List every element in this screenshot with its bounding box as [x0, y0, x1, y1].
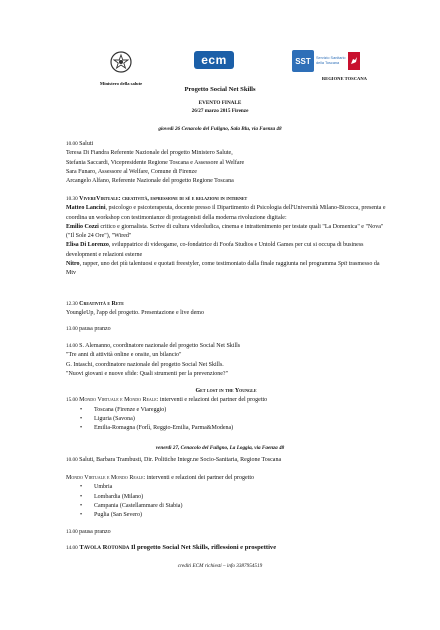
session-title-rest: : interventi e relazioni dei partner del progetto: [156, 397, 268, 404]
speaker-bio: critico e giornalista. Scrive di cultura videoludica, cinema e intrattenimento per testate quali "La Domenica" e "Nova" ("Il Sole 24 Ore"), "Wired": [66, 223, 384, 240]
session-coordinatori: [66, 342, 386, 379]
session-title-rest: Il progetto Social Net Skills, riflessioni e prospettive: [129, 544, 277, 551]
session-time: 10.00: [66, 141, 78, 147]
sst-logo-text: Servizio Sanitario della Toscana: [316, 56, 346, 65]
session-title-sc: Mondo Virtuale e Mondo Reale: [66, 475, 144, 481]
session-title: Saluti, Barbara Trambusti, Dir. Politiche Integr.ne Socio-Sanitaria, Regione Toscana: [79, 457, 282, 463]
session-youngle: [66, 387, 386, 433]
speaker-line: Sara Funaro, Assessore al Welfare, Comune di Firenze: [66, 168, 197, 175]
session-partner-2: [66, 474, 386, 520]
list-item: • Puglia (San Severo): [94, 511, 386, 520]
footer-credits: crediti ECM richiesti – info 3387954519: [177, 563, 263, 569]
list-item: • Lombardia (Milano): [94, 493, 386, 502]
session-time: 15.00: [66, 397, 78, 404]
partner-list: [66, 483, 386, 520]
partner-list: [66, 406, 386, 434]
session-time: 10.30: [66, 196, 78, 202]
venue-day1: giovedì 26 Cenacolo del Fuligno, Sala Blu, via Faenza 48: [158, 126, 282, 132]
ecm-logo-text: ecm: [194, 51, 234, 69]
ministry-caption: Ministero della salute: [99, 81, 143, 86]
venue-day2: venerdì 27, Cenacolo del Fuligno, La Loggia, via Faenza 48: [155, 445, 285, 451]
speaker-line: Teresa Di Fiandra Referente Nazionale del progetto Ministero Salute,: [66, 150, 233, 157]
speaker-name: Elisa Di Lorenzo: [66, 242, 109, 249]
session-saluti: [66, 140, 386, 186]
regione-toscana-logo: [292, 50, 367, 81]
session-line: "Nuovi giovani e nuove sfide: Quali strumenti per la prevenzione?": [66, 370, 229, 377]
ecm-logo: [194, 51, 234, 69]
session-title-sc: Mondo Virtuale e Mondo Reale: [79, 397, 157, 404]
session-time: 12.30: [66, 301, 78, 307]
speaker-bio-end: trasmesso da Mtv: [66, 261, 380, 277]
session-time: 10.00: [66, 457, 78, 463]
session-time: 14.00: [66, 343, 78, 349]
session-title: Creatività e Rete: [79, 301, 124, 307]
session-title: pausa pranzo: [79, 326, 111, 332]
speaker-name: Nitro: [66, 261, 80, 268]
speaker-bio: , sviluppatrice di videogame, co-fondatrice di Foofa Studios e Untold Games per cui si occupa di business development e relazioni esterne: [66, 242, 364, 258]
italian-emblem-icon: [109, 50, 133, 74]
session-tavola-rotonda: [66, 543, 386, 553]
speaker-line: Arcangelo Alfano, Referente Nazionale del progetto Regione Toscana: [66, 178, 234, 185]
session-time: 13.00: [66, 529, 78, 535]
speaker-line: Stefania Saccardi, Vicepresidente Regione Toscana e Assessore al Welfare: [66, 159, 245, 166]
list-item: • Toscana (Firenze e Viareggio): [94, 406, 386, 415]
event-label: EVENTO FINALE: [198, 100, 242, 106]
regione-caption: REGIONE TOSCANA: [321, 76, 367, 81]
session-line: YoungleUp, l'app del progetto. Presentazione e live demo: [66, 310, 204, 317]
session-pausa-1: [66, 325, 386, 334]
session-time: 13.00: [66, 326, 78, 332]
session-line: "Tre anni di attività online e onsite, un bilancio": [66, 352, 182, 359]
list-item: • Liguria (Savona): [94, 415, 386, 424]
session-line: S. Alemanno, coordinatore nazionale del progetto Social Net Skills: [79, 343, 241, 349]
speaker-bio: , rapper, uno dei più talentuosi e quotati freestyler, come testimoniato dalla finale raggiunta nel programma: [79, 261, 338, 268]
list-item: • Umbria: [94, 483, 386, 492]
ministry-logo: [91, 50, 151, 86]
speaker-name: Emilio Cozzi: [66, 223, 99, 230]
list-item: • Emilia-Romagna (Forlì, Reggio-Emilia, Parma&Modena): [94, 424, 386, 433]
speaker-name: Matteo Lancini: [66, 205, 106, 212]
session-creativita: [66, 300, 386, 319]
session-title-rest: : interventi e relazioni dei partner del progetto: [143, 475, 255, 481]
program-name: Spit: [337, 261, 348, 268]
session-time: 14.00: [66, 545, 78, 551]
session-pausa-2: [66, 528, 386, 537]
page-title: Progetto Social Net Skills: [184, 86, 256, 93]
session-saluti-2: [66, 456, 386, 465]
pegasus-flag-icon: [348, 52, 360, 70]
event-dates: 26/27 marzo 2015 Firenze: [191, 108, 249, 114]
section-heading: Get lost in the Youngle: [195, 388, 257, 394]
session-title: pausa pranzo: [79, 529, 111, 535]
list-item: • Campania (Castellammare di Stabia): [94, 502, 386, 511]
session-title: VivereVirtuale: creatività, espressione di sé e relazioni in internet: [79, 196, 248, 202]
speaker-bio: , psicologo e psicoterapeuta, docente presso il Dipartimento di Psicologia dell'Università Milano-Bicocca, presenta e coordina un workshop con testimonianze di protagonisti della moderna rivoluzione digitale:: [66, 205, 386, 221]
session-title: Saluti: [79, 141, 94, 147]
session-vivere-virtuale: [66, 195, 386, 279]
sst-logo-mark: SST: [292, 50, 314, 72]
session-title-sc: Tavola Rotonda: [79, 544, 130, 551]
session-line: G. Intaschi, coordinatore nazionale del progetto Social Net Skills.: [66, 361, 224, 368]
